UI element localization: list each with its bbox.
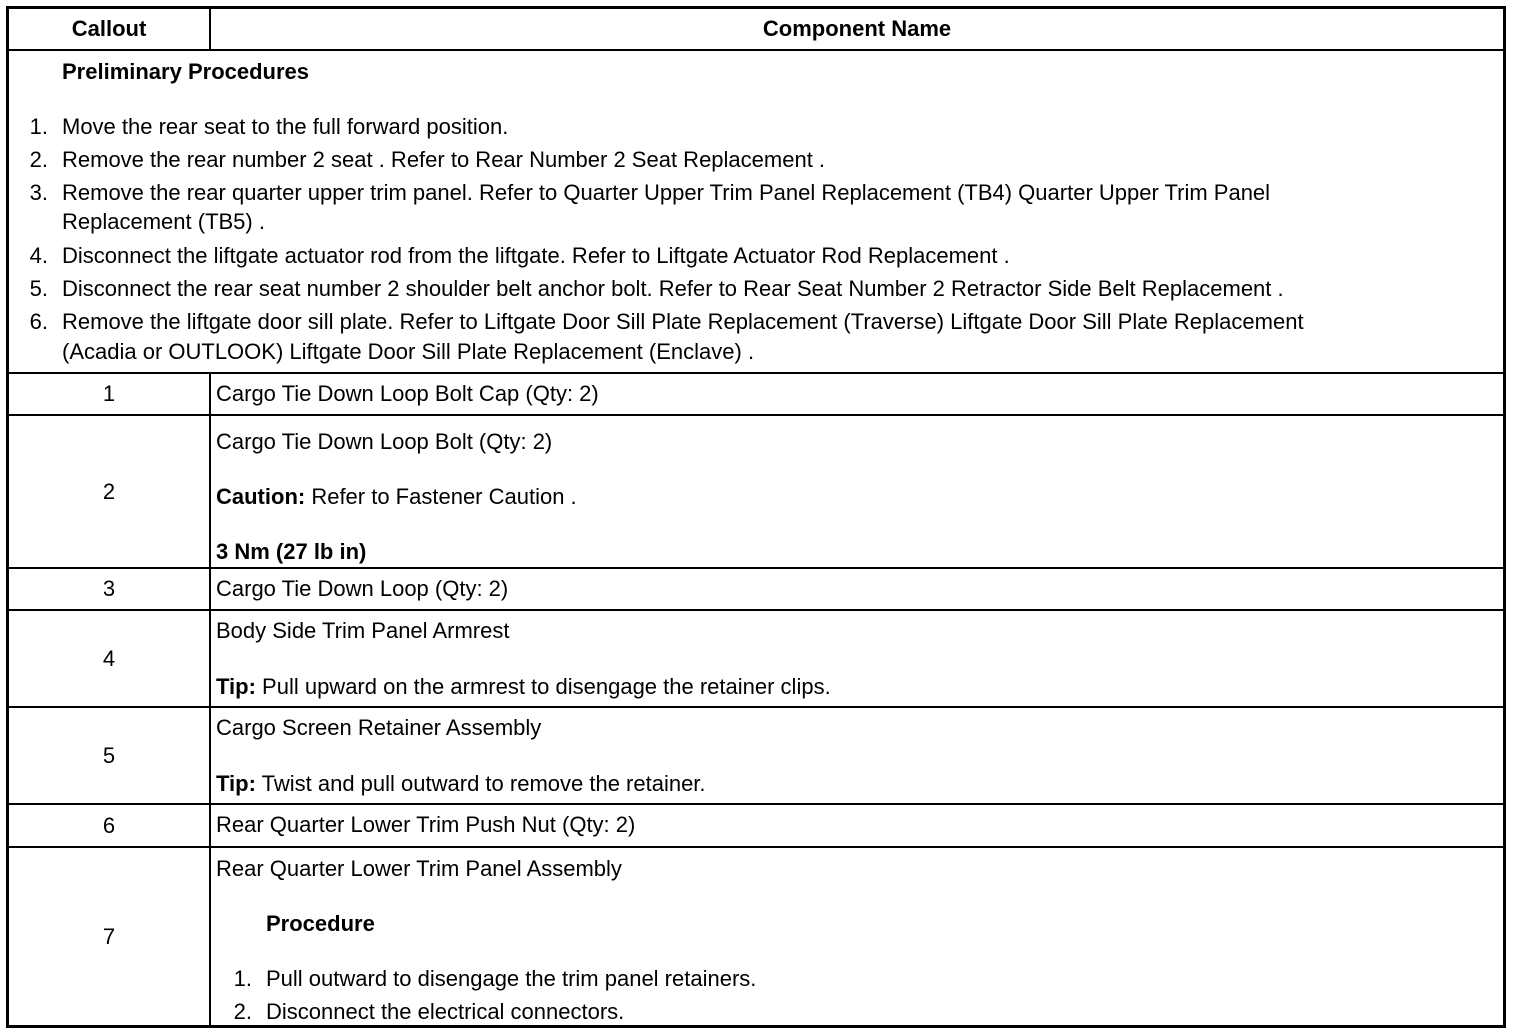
step-text-continued: (Acadia or OUTLOOK) Liftgate Door Sill Plate Replacement (Enclave) .	[62, 339, 755, 364]
callout-number: 7	[9, 848, 211, 1025]
step-text: Move the rear seat to the full forward position.	[62, 114, 509, 139]
table-row	[9, 706, 1503, 803]
callout-number: 5	[9, 708, 211, 803]
preliminary-procedures-title: Preliminary Procedures	[62, 59, 310, 84]
step-number: 3.	[29, 180, 48, 205]
table-row	[9, 609, 1503, 706]
step-text: Remove the rear number 2 seat . Refer to Rear Number 2 Seat Replacement .	[62, 147, 826, 172]
tip-note	[216, 674, 831, 700]
caution-label: Caution:	[216, 484, 306, 509]
callout-number: 1	[9, 374, 211, 414]
table-row	[9, 414, 1503, 567]
table-row	[9, 846, 1503, 1025]
step-text: Disconnect the liftgate actuator rod from the liftgate. Refer to Liftgate Actuator Rod Replacement .	[62, 243, 1010, 268]
step-number: 6.	[29, 309, 48, 334]
component-name: Body Side Trim Panel Armrest	[216, 618, 510, 643]
component-name: Cargo Screen Retainer Assembly	[216, 715, 542, 740]
table-row	[9, 803, 1503, 846]
torque-spec: 3 Nm (27 lb in)	[216, 539, 367, 564]
table-row	[9, 372, 1503, 414]
step-number: 4.	[29, 243, 48, 268]
procedure-step-text: Pull outward to disengage the trim panel retainers.	[266, 966, 757, 991]
procedure-step-number: 1.	[233, 966, 252, 991]
procedure-step-number: 2.	[233, 999, 252, 1024]
component-table	[6, 6, 1506, 1028]
step-text: Remove the liftgate door sill plate. Refer to Liftgate Door Sill Plate Replacement (Traverse) Liftgate Door Sill Plate Replacement	[62, 309, 1304, 334]
step-number: 5.	[29, 276, 48, 301]
preliminary-procedures-section	[9, 49, 1503, 372]
tip-text: Twist and pull outward to remove the retainer.	[255, 771, 706, 796]
table-header-row	[9, 9, 1503, 49]
callout-number: 4	[9, 611, 211, 706]
caution-text: Refer to Fastener Caution .	[305, 484, 577, 509]
component-name: Cargo Tie Down Loop Bolt (Qty: 2)	[216, 429, 553, 454]
component-name: Cargo Tie Down Loop (Qty: 2)	[216, 576, 509, 601]
tip-label: Tip:	[216, 771, 256, 796]
callout-number: 3	[9, 569, 211, 609]
component-name: Rear Quarter Lower Trim Panel Assembly	[216, 856, 622, 881]
tip-label: Tip:	[216, 674, 256, 699]
callout-number: 2	[9, 416, 211, 567]
step-text: Disconnect the rear seat number 2 shoulder belt anchor bolt. Refer to Rear Seat Number 2 Retractor Side Belt Replacement .	[62, 276, 1284, 301]
table-row	[9, 567, 1503, 609]
step-text: Remove the rear quarter upper trim panel. Refer to Quarter Upper Trim Panel Replacement (TB4) Quarter Upper Trim Panel	[62, 180, 1271, 205]
step-number: 2.	[29, 147, 48, 172]
caution-note	[216, 484, 577, 510]
procedure-step-text: Disconnect the electrical connectors.	[266, 999, 625, 1024]
component-name: Rear Quarter Lower Trim Push Nut (Qty: 2)	[216, 812, 636, 837]
tip-text: Pull upward on the armrest to disengage the retainer clips.	[255, 674, 831, 699]
step-text-continued: Replacement (TB5) .	[62, 209, 265, 234]
callout-number: 6	[9, 805, 211, 846]
procedure-title: Procedure	[266, 911, 375, 936]
tip-note	[216, 771, 706, 797]
callout-column-header: Callout	[9, 9, 211, 49]
component-name: Cargo Tie Down Loop Bolt Cap (Qty: 2)	[216, 381, 599, 406]
step-number: 1.	[29, 114, 48, 139]
component-name-column-header: Component Name	[762, 16, 952, 41]
